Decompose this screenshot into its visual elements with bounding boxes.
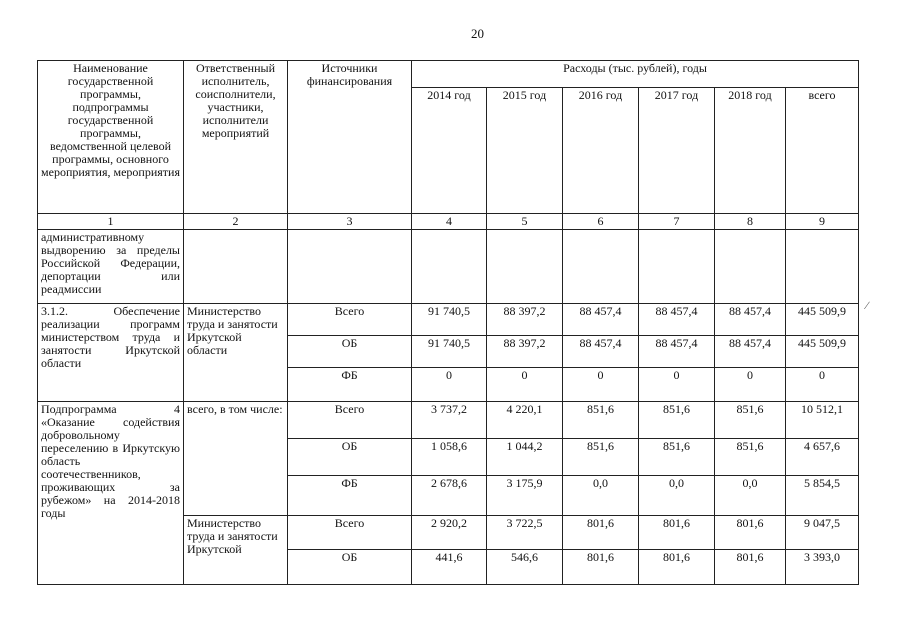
value-cell: 5 854,5 — [786, 476, 859, 516]
value-cell: 441,6 — [412, 550, 487, 585]
value-cell: 0 — [563, 368, 639, 402]
value-cell: 851,6 — [639, 402, 715, 439]
column-number: 1 — [38, 214, 184, 230]
value-cell: 851,6 — [715, 402, 786, 439]
value-cell: 0 — [639, 368, 715, 402]
column-number: 6 — [563, 214, 639, 230]
funding-source: ОБ — [288, 550, 412, 585]
value-cell: 2 920,2 — [412, 516, 487, 550]
header-expenses: Расходы (тыс. рублей), годы — [412, 61, 859, 88]
value-cell: 88 397,2 — [487, 304, 563, 336]
header-program-name: Наименование государственной программы, подпрограммы государственной программы, ведомственной целевой программы, основного мероприятия, мероприятия — [38, 61, 184, 214]
page-number: 20 — [471, 26, 484, 41]
header-year-2014: 2014 год — [412, 88, 487, 214]
value-cell: 88 457,4 — [639, 336, 715, 368]
subprogram-4-executor-ministry: Министерство труда и занятости Иркутской — [184, 516, 288, 585]
measure-312-executor: Министерство труда и занятости Иркутской области — [184, 304, 288, 402]
value-cell: 91 740,5 — [412, 336, 487, 368]
column-number: 7 — [639, 214, 715, 230]
header-year-2015: 2015 год — [487, 88, 563, 214]
budget-table — [37, 60, 859, 585]
header-total: всего — [786, 88, 859, 214]
value-cell: 0,0 — [563, 476, 639, 516]
column-number: 9 — [786, 214, 859, 230]
funding-source: Всего — [288, 516, 412, 550]
value-cell: 91 740,5 — [412, 304, 487, 336]
value-cell: 0 — [786, 368, 859, 402]
value-cell: 0 — [715, 368, 786, 402]
value-cell: 851,6 — [715, 439, 786, 476]
value-cell: 445 509,9 — [786, 336, 859, 368]
column-number: 8 — [715, 214, 786, 230]
value-cell: 88 457,4 — [563, 336, 639, 368]
subprogram-4-name: Подпрограмма 4 «Оказание содействия добровольному переселению в Иркутскую область соотечественников, проживающих за рубежом» на 2014-2018 годы — [38, 402, 184, 585]
value-cell: 88 457,4 — [715, 336, 786, 368]
value-cell: 3 175,9 — [487, 476, 563, 516]
continuation-text: административному выдворению за пределы Российской Федерации, депортации или реадмиссии — [38, 230, 184, 304]
value-cell: 4 220,1 — [487, 402, 563, 439]
value-cell: 0,0 — [639, 476, 715, 516]
header-year-2016: 2016 год — [563, 88, 639, 214]
value-cell: 801,6 — [715, 550, 786, 585]
value-cell: 0 — [487, 368, 563, 402]
header-executor: Ответственный исполнитель, соисполнители, участники, исполнители мероприятий — [184, 61, 288, 214]
value-cell: 3 722,5 — [487, 516, 563, 550]
value-cell: 801,6 — [639, 516, 715, 550]
value-cell: 88 397,2 — [487, 336, 563, 368]
measure-312-name: 3.1.2. Обеспечение реализации программ министерством труда и занятости Иркутской области — [38, 304, 184, 402]
value-cell: 88 457,4 — [563, 304, 639, 336]
column-number: 4 — [412, 214, 487, 230]
funding-source: Всего — [288, 304, 412, 336]
subprogram-4-executor-total: всего, в том числе: — [184, 402, 288, 516]
value-cell: 851,6 — [639, 439, 715, 476]
value-cell: 0,0 — [715, 476, 786, 516]
value-cell: 2 678,6 — [412, 476, 487, 516]
value-cell: 1 044,2 — [487, 439, 563, 476]
pen-tick-mark: ∕ — [866, 300, 868, 312]
value-cell: 3 393,0 — [786, 550, 859, 585]
funding-source: Всего — [288, 402, 412, 439]
column-number: 3 — [288, 214, 412, 230]
value-cell: 801,6 — [715, 516, 786, 550]
value-cell: 88 457,4 — [715, 304, 786, 336]
column-number: 5 — [487, 214, 563, 230]
value-cell: 88 457,4 — [639, 304, 715, 336]
value-cell: 10 512,1 — [786, 402, 859, 439]
value-cell: 445 509,9 — [786, 304, 859, 336]
value-cell: 4 657,6 — [786, 439, 859, 476]
value-cell: 801,6 — [563, 550, 639, 585]
column-number: 2 — [184, 214, 288, 230]
value-cell: 3 737,2 — [412, 402, 487, 439]
value-cell: 801,6 — [563, 516, 639, 550]
funding-source: ФБ — [288, 476, 412, 516]
funding-source: ФБ — [288, 368, 412, 402]
value-cell: 546,6 — [487, 550, 563, 585]
value-cell: 1 058,6 — [412, 439, 487, 476]
header-year-2017: 2017 год — [639, 88, 715, 214]
header-funding-source: Источники финансирования — [288, 61, 412, 214]
funding-source: ОБ — [288, 439, 412, 476]
value-cell: 851,6 — [563, 439, 639, 476]
header-year-2018: 2018 год — [715, 88, 786, 214]
funding-source: ОБ — [288, 336, 412, 368]
value-cell: 9 047,5 — [786, 516, 859, 550]
value-cell: 0 — [412, 368, 487, 402]
value-cell: 801,6 — [639, 550, 715, 585]
value-cell: 851,6 — [563, 402, 639, 439]
